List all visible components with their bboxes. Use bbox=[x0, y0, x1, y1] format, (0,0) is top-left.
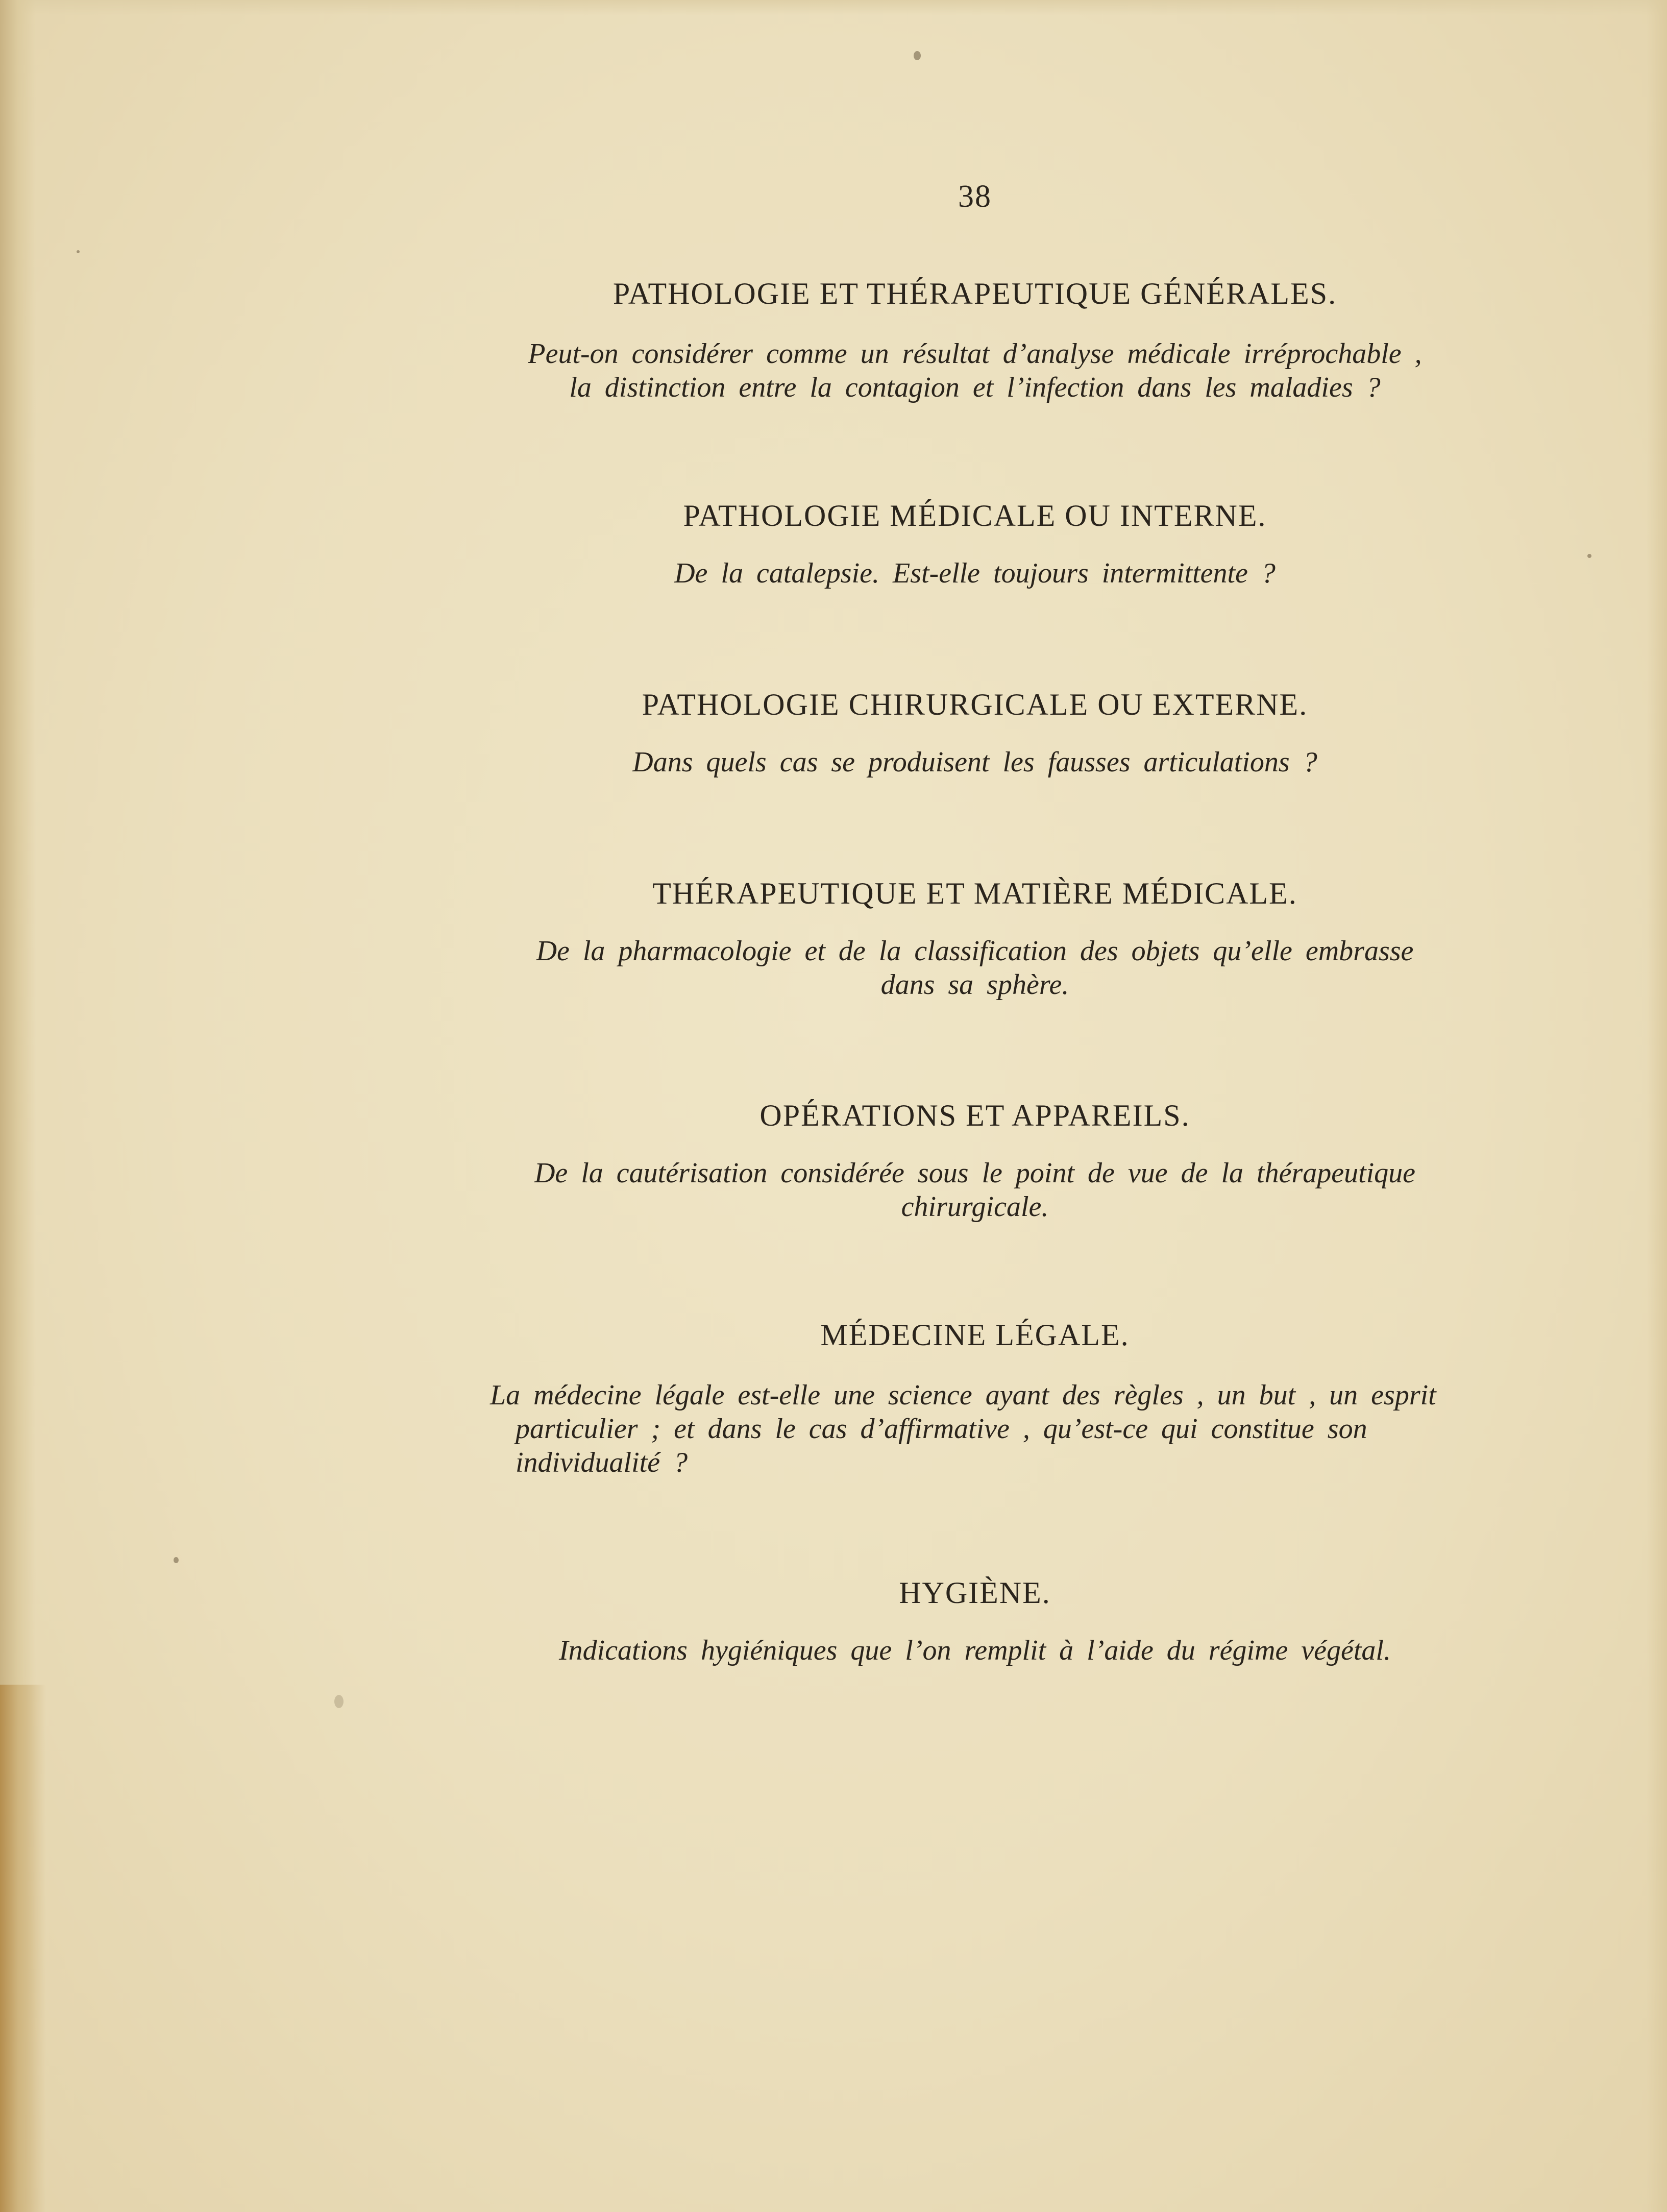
section-question bbox=[490, 556, 1460, 590]
section-medecine-legale bbox=[490, 1320, 1460, 1479]
section-question bbox=[490, 745, 1460, 779]
section-question bbox=[490, 337, 1460, 404]
question-line: individualité ? bbox=[516, 1447, 688, 1478]
section-heading: HYGIÈNE. bbox=[899, 1576, 1051, 1610]
section-question bbox=[490, 1378, 1460, 1479]
section-heading: PATHOLOGIE CHIRURGICALE OU EXTERNE. bbox=[642, 688, 1308, 721]
question-line: De la cautérisation considérée sous le point de vue de la thérapeutique bbox=[534, 1157, 1416, 1189]
section-heading: OPÉRATIONS ET APPAREILS. bbox=[759, 1099, 1190, 1132]
section-heading: MÉDECINE LÉGALE. bbox=[820, 1318, 1130, 1352]
section-pathologie-chirurgicale bbox=[490, 689, 1460, 779]
section-pathologie-therapeutique-generales bbox=[490, 278, 1460, 404]
question-line: dans sa sphère. bbox=[880, 969, 1069, 1001]
question-line: Indications hygiéniques que l’on remplit à l’aide du régime végétal. bbox=[558, 1635, 1391, 1666]
question-line: la distinction entre la contagion et l’infection dans les maladies ? bbox=[569, 372, 1381, 403]
question-line: particulier ; et dans le cas d’affirmative , qu’est-ce qui constitue son bbox=[516, 1413, 1367, 1445]
section-heading: PATHOLOGIE ET THÉRAPEUTIQUE GÉNÉRALES. bbox=[612, 277, 1337, 310]
paper-speck bbox=[77, 250, 80, 253]
question-line: De la pharmacologie et de la classification des objets qu’elle embrasse bbox=[536, 935, 1414, 967]
question-line: Dans quels cas se produisent les fausses articulations ? bbox=[632, 746, 1317, 778]
section-hygiene bbox=[490, 1577, 1460, 1667]
question-line: Peut-on considérer comme un résultat d’analyse médicale irréprochable , bbox=[528, 338, 1422, 370]
page-number: 38 bbox=[958, 179, 992, 214]
section-therapeutique-matiere-medicale bbox=[490, 878, 1460, 1002]
section-question bbox=[490, 1156, 1460, 1224]
paper-speck bbox=[914, 51, 921, 60]
paper-speck bbox=[334, 1695, 344, 1708]
question-line: De la catalepsie. Est-elle toujours intermittente ? bbox=[674, 557, 1276, 589]
section-question bbox=[490, 1634, 1460, 1667]
section-pathologie-medicale bbox=[490, 500, 1460, 590]
section-heading: PATHOLOGIE MÉDICALE OU INTERNE. bbox=[683, 499, 1267, 532]
paper-speck bbox=[1587, 554, 1591, 558]
paper-stain-left bbox=[0, 1685, 46, 2212]
section-heading: THÉRAPEUTIQUE ET MATIÈRE MÉDICALE. bbox=[652, 877, 1297, 910]
paper-edge-right bbox=[1647, 0, 1667, 2212]
section-question bbox=[490, 934, 1460, 1002]
question-line: chirurgicale. bbox=[901, 1191, 1049, 1223]
question-line: La médecine légale est-elle une science ayant des règles , un but , un esprit bbox=[490, 1379, 1436, 1411]
section-operations-appareils bbox=[490, 1100, 1460, 1224]
paper-speck bbox=[174, 1557, 179, 1563]
paper-edge-top bbox=[0, 0, 1667, 15]
